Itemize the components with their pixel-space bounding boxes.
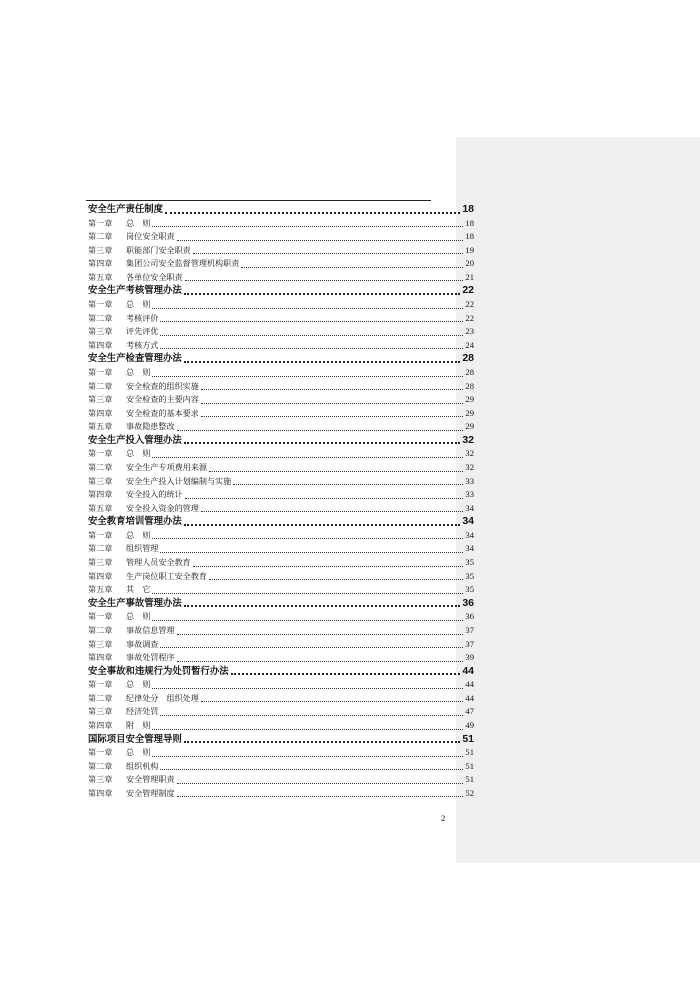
toc-page-number: 39 xyxy=(465,652,474,663)
toc-dot-leader xyxy=(231,672,461,675)
toc-chapter-number: 第三章 xyxy=(88,244,113,255)
toc-dot-leader xyxy=(160,551,463,553)
toc-entry-label xyxy=(88,678,150,692)
toc-dot-leader xyxy=(160,347,463,349)
toc-chapter-entry[interactable] xyxy=(88,393,474,407)
toc-entry-label xyxy=(88,380,199,394)
toc-entry-title: 总 则 xyxy=(126,366,151,377)
toc-chapter-entry[interactable] xyxy=(88,556,474,570)
toc-chapter-number: 第一章 xyxy=(88,299,113,310)
toc-chapter-number: 第三章 xyxy=(88,394,113,405)
toc-page-number: 51 xyxy=(462,732,474,745)
toc-dot-leader xyxy=(193,565,464,567)
toc-chapter-number: 第二章 xyxy=(88,624,113,635)
toc-entry-label xyxy=(88,515,182,529)
toc-dot-leader xyxy=(184,360,461,363)
toc-page-number: 44 xyxy=(465,692,474,703)
toc-chapter-entry[interactable] xyxy=(88,692,474,706)
toc-chapter-entry[interactable] xyxy=(88,366,474,380)
toc-entry-title: 岗位安全职责 xyxy=(126,231,175,242)
toc-chapter-entry[interactable] xyxy=(88,570,474,584)
toc-section-entry[interactable] xyxy=(88,733,474,747)
toc-dot-leader xyxy=(152,619,463,621)
toc-dot-leader xyxy=(152,456,463,458)
toc-chapter-entry[interactable] xyxy=(88,312,474,326)
toc-page-number: 49 xyxy=(465,719,474,730)
toc-entry-label xyxy=(88,529,150,543)
toc-entry-label xyxy=(88,733,182,747)
toc-chapter-number: 第四章 xyxy=(88,489,113,500)
toc-page-number: 51 xyxy=(465,747,474,758)
toc-dot-leader xyxy=(185,279,464,281)
toc-entry-title: 总 则 xyxy=(126,611,151,622)
toc-page-number: 18 xyxy=(462,203,474,215)
toc-chapter-entry[interactable] xyxy=(88,502,474,516)
toc-dot-leader xyxy=(184,441,461,444)
toc-entry-title: 安全事故和违规行为处罚暂行办法 xyxy=(88,665,229,677)
toc-chapter-number: 第二章 xyxy=(88,231,113,242)
toc-dot-leader xyxy=(184,740,461,743)
toc-section-entry[interactable] xyxy=(88,284,474,298)
toc-entry-label xyxy=(88,665,229,679)
toc-entry-title: 事故隐患整改 xyxy=(126,421,175,432)
toc-dot-leader xyxy=(152,537,463,539)
toc-chapter-number: 第二章 xyxy=(88,380,113,391)
toc-page-number: 28 xyxy=(462,352,474,365)
toc-entry-title: 事故调查 xyxy=(126,638,159,649)
toc-chapter-entry[interactable] xyxy=(88,624,474,638)
toc-chapter-number: 第二章 xyxy=(88,692,113,703)
toc-page-number: 51 xyxy=(465,760,474,771)
toc-entry-title: 纪律处分 组织处理 xyxy=(126,692,199,703)
toc-entry-title: 生产岗位职工安全教育 xyxy=(126,570,207,581)
toc-chapter-entry[interactable] xyxy=(88,339,474,353)
toc-chapter-entry[interactable] xyxy=(88,583,474,597)
toc-entry-title: 安全检查的基本要求 xyxy=(126,407,199,418)
toc-chapter-entry[interactable] xyxy=(88,719,474,733)
toc-chapter-entry[interactable] xyxy=(88,746,474,760)
toc-chapter-number: 第三章 xyxy=(88,706,113,717)
toc-chapter-entry[interactable] xyxy=(88,407,474,421)
toc-page-number: 20 xyxy=(465,258,474,269)
toc-dot-leader xyxy=(177,633,464,635)
toc-chapter-entry[interactable] xyxy=(88,638,474,652)
toc-page-number: 34 xyxy=(465,529,474,540)
table-of-contents xyxy=(88,203,474,800)
toc-chapter-number: 第二章 xyxy=(88,543,113,554)
toc-dot-leader xyxy=(160,334,463,336)
toc-chapter-number: 第五章 xyxy=(88,421,113,432)
header-rule xyxy=(86,200,431,201)
toc-section-entry[interactable] xyxy=(88,515,474,529)
toc-chapter-entry[interactable] xyxy=(88,488,474,502)
toc-chapter-number: 第三章 xyxy=(88,774,113,785)
toc-chapter-entry[interactable] xyxy=(88,787,474,801)
toc-chapter-number: 第一章 xyxy=(88,217,113,228)
toc-entry-label xyxy=(88,271,183,285)
toc-entry-label xyxy=(88,651,175,665)
toc-section-entry[interactable] xyxy=(88,352,474,366)
toc-page-number: 28 xyxy=(465,380,474,391)
toc-dot-leader xyxy=(152,375,463,377)
toc-page-number: 35 xyxy=(465,570,474,581)
toc-page-number: 24 xyxy=(465,339,474,350)
toc-chapter-entry[interactable] xyxy=(88,244,474,258)
toc-page-number: 23 xyxy=(465,326,474,337)
toc-chapter-entry[interactable] xyxy=(88,380,474,394)
toc-chapter-number: 第四章 xyxy=(88,787,113,798)
toc-page-number: 47 xyxy=(465,706,474,717)
toc-page-number: 44 xyxy=(462,664,474,677)
toc-section-entry[interactable] xyxy=(88,434,474,448)
toc-chapter-number: 第一章 xyxy=(88,448,113,459)
toc-entry-title: 组织机构 xyxy=(126,760,159,771)
toc-dot-leader xyxy=(177,795,464,797)
toc-chapter-number: 第三章 xyxy=(88,557,113,568)
toc-dot-leader xyxy=(184,292,461,295)
toc-entry-title: 安全检查的主要内容 xyxy=(126,394,199,405)
toc-entry-label xyxy=(88,339,158,353)
toc-page-number: 35 xyxy=(465,584,474,595)
toc-page-number: 18 xyxy=(465,217,474,228)
toc-page-number: 21 xyxy=(465,271,474,282)
toc-chapter-number: 第四章 xyxy=(88,719,113,730)
toc-page-number: 37 xyxy=(465,638,474,649)
toc-dot-leader xyxy=(152,755,463,757)
toc-dot-leader xyxy=(160,768,463,770)
toc-chapter-number: 第三章 xyxy=(88,638,113,649)
toc-chapter-number: 第一章 xyxy=(88,529,113,540)
toc-entry-label xyxy=(88,366,150,380)
toc-entry-title: 经济处罚 xyxy=(126,706,159,717)
toc-chapter-entry[interactable] xyxy=(88,610,474,624)
toc-dot-leader xyxy=(184,604,461,607)
toc-chapter-entry[interactable] xyxy=(88,217,474,231)
toc-chapter-number: 第五章 xyxy=(88,502,113,513)
toc-dot-leader xyxy=(160,320,463,322)
toc-page-number: 28 xyxy=(465,366,474,377)
toc-entry-label xyxy=(88,325,158,339)
toc-entry-title: 总 则 xyxy=(126,217,151,228)
toc-dot-leader xyxy=(152,728,463,730)
toc-chapter-entry[interactable] xyxy=(88,230,474,244)
toc-page-number: 22 xyxy=(462,284,474,297)
toc-dot-leader xyxy=(160,646,463,648)
toc-dot-leader xyxy=(184,523,461,526)
toc-chapter-number: 第四章 xyxy=(88,407,113,418)
toc-entry-label xyxy=(88,624,175,638)
toc-entry-title: 安全生产责任制度 xyxy=(88,204,164,215)
toc-entry-title: 总 则 xyxy=(126,747,151,758)
toc-entry-title: 考核方式 xyxy=(126,339,159,350)
toc-section-entry[interactable] xyxy=(88,203,474,217)
toc-entry-title: 总 则 xyxy=(126,299,151,310)
toc-chapter-entry[interactable] xyxy=(88,325,474,339)
toc-entry-label xyxy=(88,787,175,801)
toc-dot-leader xyxy=(177,429,464,431)
toc-entry-label xyxy=(88,447,150,461)
toc-entry-title: 附 则 xyxy=(126,719,151,730)
toc-entry-label xyxy=(88,502,199,516)
toc-entry-title: 总 则 xyxy=(126,448,151,459)
toc-entry-label xyxy=(88,760,158,774)
toc-dot-leader xyxy=(152,225,463,227)
toc-chapter-entry[interactable] xyxy=(88,773,474,787)
toc-page-number: 51 xyxy=(465,774,474,785)
toc-entry-label xyxy=(88,488,183,502)
toc-entry-title: 安全投入的统计 xyxy=(126,489,183,500)
toc-dot-leader xyxy=(201,510,464,512)
toc-chapter-entry[interactable] xyxy=(88,651,474,665)
toc-entry-label xyxy=(88,638,158,652)
toc-dot-leader xyxy=(233,483,463,485)
toc-entry-title: 总 则 xyxy=(126,679,151,690)
toc-entry-title: 安全投入资金的管理 xyxy=(126,502,199,513)
toc-entry-title: 组织管理 xyxy=(126,543,159,554)
toc-entry-label xyxy=(88,352,182,366)
toc-page-number: 33 xyxy=(465,489,474,500)
toc-page-number: 36 xyxy=(465,611,474,622)
toc-entry-label xyxy=(88,570,207,584)
toc-page-number: 36 xyxy=(462,596,474,609)
toc-entry-label xyxy=(88,719,150,733)
toc-chapter-number: 第五章 xyxy=(88,584,113,595)
toc-chapter-entry[interactable] xyxy=(88,705,474,719)
toc-chapter-number: 第一章 xyxy=(88,679,113,690)
toc-entry-title: 安全检查的组织实施 xyxy=(126,380,199,391)
toc-chapter-entry[interactable] xyxy=(88,678,474,692)
toc-chapter-number: 第四章 xyxy=(88,339,113,350)
toc-entry-title: 职能部门安全职责 xyxy=(126,244,191,255)
toc-entry-label xyxy=(88,407,199,421)
toc-entry-label xyxy=(88,393,199,407)
toc-dot-leader xyxy=(152,687,463,689)
toc-entry-title: 考核评价 xyxy=(126,312,159,323)
toc-chapter-entry[interactable] xyxy=(88,475,474,489)
toc-entry-title: 安全生产专项费用来源 xyxy=(126,461,207,472)
toc-page-number: 32 xyxy=(462,433,474,446)
toc-entry-label xyxy=(88,244,191,258)
toc-chapter-entry[interactable] xyxy=(88,298,474,312)
toc-dot-leader xyxy=(193,252,464,254)
toc-entry-title: 安全生产投入管理办法 xyxy=(88,434,182,446)
toc-dot-leader xyxy=(160,714,463,716)
toc-page-number: 52 xyxy=(465,787,474,798)
toc-entry-title: 其 它 xyxy=(126,584,151,595)
toc-entry-title: 安全管理职责 xyxy=(126,774,175,785)
toc-chapter-entry[interactable] xyxy=(88,542,474,556)
toc-dot-leader xyxy=(201,415,464,417)
toc-page-number: 29 xyxy=(465,394,474,405)
toc-chapter-number: 第一章 xyxy=(88,611,113,622)
toc-chapter-number: 第一章 xyxy=(88,366,113,377)
toc-entry-label xyxy=(88,583,150,597)
toc-dot-leader xyxy=(152,307,463,309)
toc-entry-label xyxy=(88,257,239,271)
toc-chapter-number: 第四章 xyxy=(88,570,113,581)
toc-chapter-number: 第二章 xyxy=(88,312,113,323)
toc-entry-title: 评先评优 xyxy=(126,326,159,337)
toc-chapter-entry[interactable] xyxy=(88,257,474,271)
toc-entry-title: 安全教育培训管理办法 xyxy=(88,516,182,528)
toc-chapter-entry[interactable] xyxy=(88,461,474,475)
toc-page-number: 32 xyxy=(465,461,474,472)
toc-page-number: 18 xyxy=(465,231,474,242)
toc-dot-leader xyxy=(209,470,463,472)
toc-page-number: 37 xyxy=(465,624,474,635)
toc-dot-leader xyxy=(177,239,464,241)
toc-dot-leader xyxy=(185,497,464,499)
toc-entry-title: 总 则 xyxy=(126,529,151,540)
toc-chapter-entry[interactable] xyxy=(88,420,474,434)
toc-entry-title: 事故信息管理 xyxy=(126,624,175,635)
toc-entry-label xyxy=(88,542,158,556)
toc-entry-title: 安全生产考核管理办法 xyxy=(88,285,182,297)
toc-entry-label xyxy=(88,692,199,706)
toc-entry-label xyxy=(88,746,150,760)
toc-page-number: 29 xyxy=(465,421,474,432)
toc-entry-label xyxy=(88,420,175,434)
toc-entry-label xyxy=(88,610,150,624)
toc-dot-leader xyxy=(177,782,464,784)
toc-chapter-entry[interactable] xyxy=(88,529,474,543)
toc-page-number: 29 xyxy=(465,407,474,418)
toc-chapter-number: 第三章 xyxy=(88,475,113,486)
toc-dot-leader xyxy=(152,592,463,594)
toc-entry-title: 安全生产投入计划编制与实施 xyxy=(126,475,232,486)
toc-entry-title: 各单位安全职责 xyxy=(126,271,183,282)
toc-entry-title: 集团公司安全监督管理机构职责 xyxy=(126,258,240,269)
toc-page-number: 22 xyxy=(465,312,474,323)
toc-chapter-number: 第五章 xyxy=(88,271,113,282)
toc-chapter-number: 第四章 xyxy=(88,652,113,663)
toc-entry-label xyxy=(88,461,207,475)
toc-entry-label xyxy=(88,284,182,298)
toc-dot-leader xyxy=(177,660,464,662)
toc-chapter-number: 第一章 xyxy=(88,747,113,758)
toc-entry-title: 管理人员安全教育 xyxy=(126,557,191,568)
toc-dot-leader xyxy=(209,578,463,580)
toc-page-number: 22 xyxy=(465,299,474,310)
toc-chapter-number: 第三章 xyxy=(88,326,113,337)
toc-page-number: 34 xyxy=(465,502,474,513)
toc-chapter-entry[interactable] xyxy=(88,760,474,774)
toc-dot-leader xyxy=(201,402,464,404)
toc-entry-label xyxy=(88,773,175,787)
toc-entry-title: 安全生产事故管理办法 xyxy=(88,597,182,609)
toc-entry-label xyxy=(88,217,150,231)
toc-page-number: 32 xyxy=(465,448,474,459)
toc-entry-title: 安全生产检查管理办法 xyxy=(88,353,182,365)
toc-section-entry[interactable] xyxy=(88,665,474,679)
toc-entry-label xyxy=(88,312,158,326)
page-number: 2 xyxy=(441,813,446,823)
toc-chapter-entry[interactable] xyxy=(88,447,474,461)
toc-entry-label xyxy=(88,556,191,570)
toc-entry-label xyxy=(88,597,182,611)
toc-chapter-entry[interactable] xyxy=(88,271,474,285)
toc-entry-label xyxy=(88,705,158,719)
toc-entry-title: 安全管理制度 xyxy=(126,787,175,798)
toc-entry-label xyxy=(88,475,231,489)
toc-entry-title: 国际项目安全管理导则 xyxy=(88,733,182,745)
toc-entry-label xyxy=(88,230,175,244)
toc-chapter-number: 第二章 xyxy=(88,760,113,771)
toc-dot-leader xyxy=(201,388,464,390)
toc-page-number: 34 xyxy=(465,543,474,554)
toc-chapter-number: 第二章 xyxy=(88,461,113,472)
toc-entry-label xyxy=(88,203,163,217)
toc-page-number: 35 xyxy=(465,557,474,568)
comment-margin-panel xyxy=(456,137,700,863)
toc-entry-label xyxy=(88,298,150,312)
toc-dot-leader xyxy=(241,266,463,268)
toc-dot-leader xyxy=(201,700,464,702)
toc-entry-title: 事故处罚程序 xyxy=(126,652,175,663)
toc-page-number: 33 xyxy=(465,475,474,486)
toc-page-number: 44 xyxy=(465,679,474,690)
toc-page-number: 19 xyxy=(465,244,474,255)
toc-entry-label xyxy=(88,434,182,448)
toc-page-number: 34 xyxy=(462,515,474,528)
toc-dot-leader xyxy=(165,211,460,214)
toc-section-entry[interactable] xyxy=(88,597,474,611)
toc-chapter-number: 第四章 xyxy=(88,258,113,269)
